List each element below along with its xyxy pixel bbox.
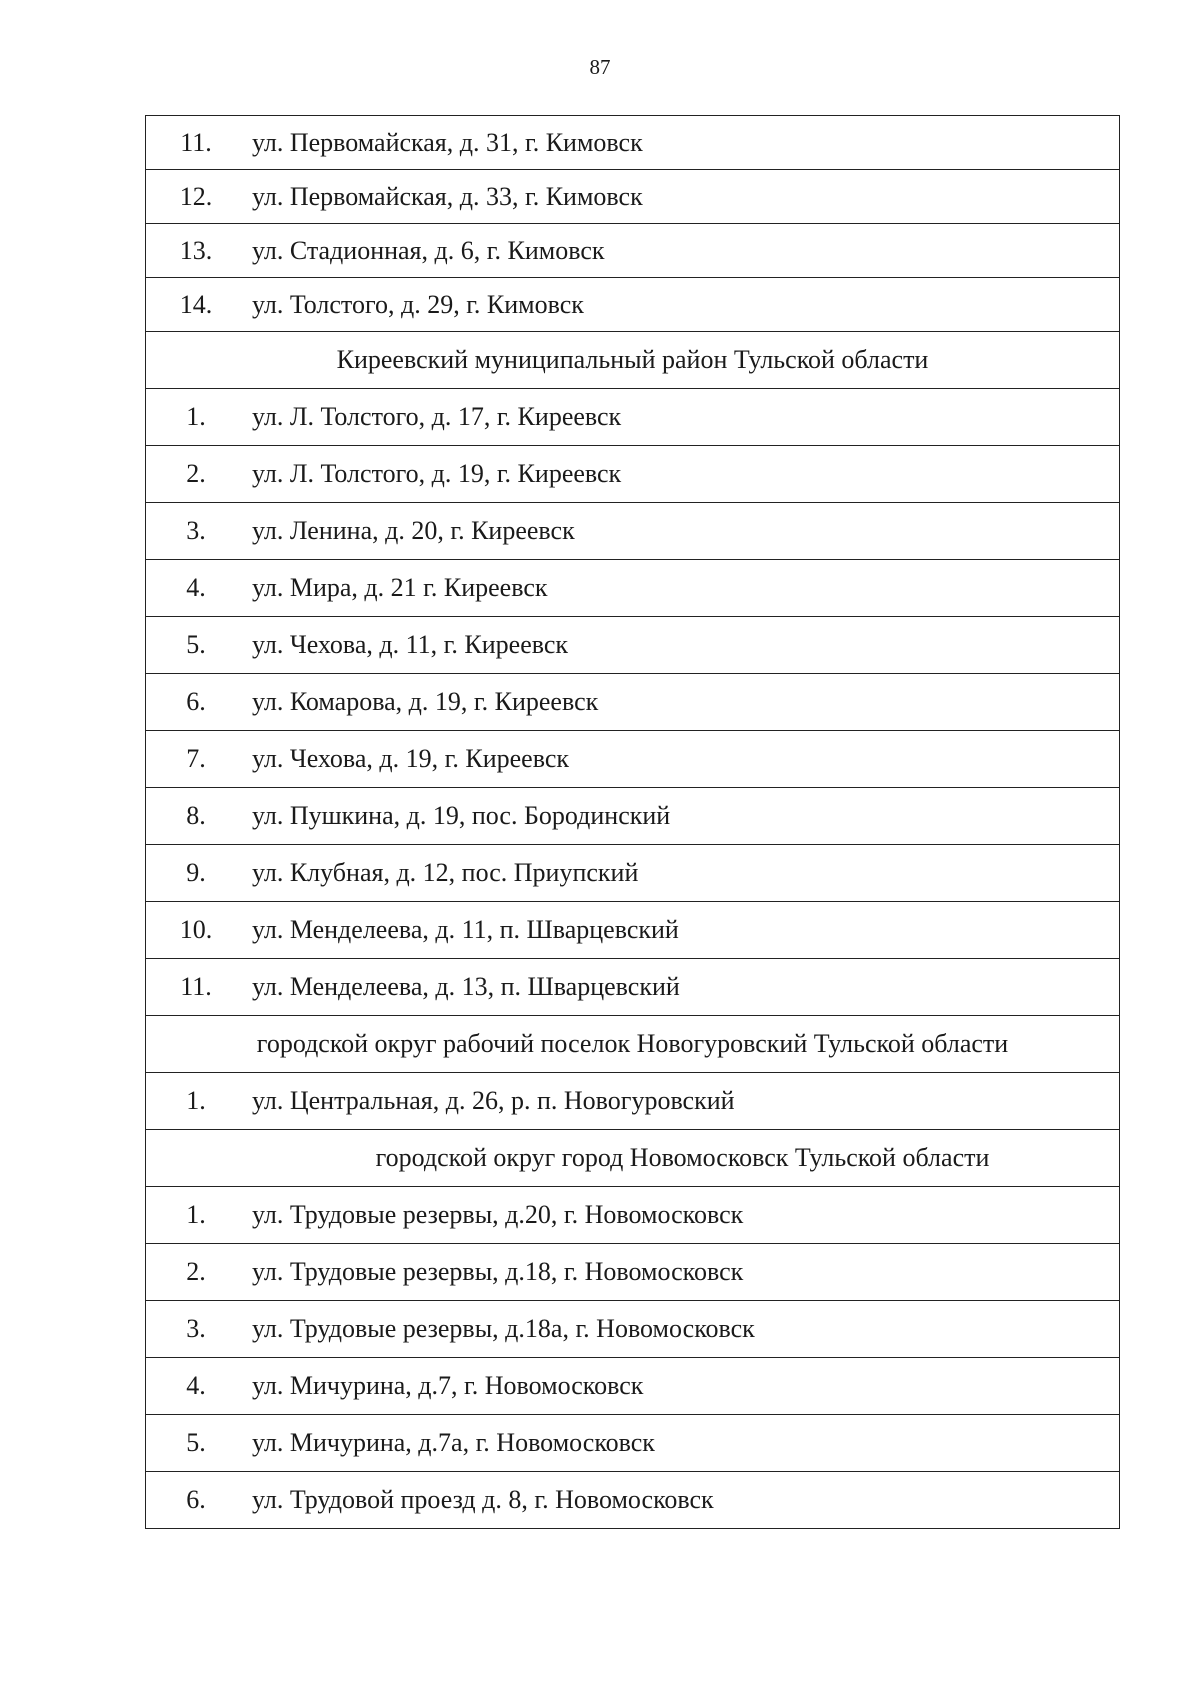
table-row bbox=[146, 224, 1120, 278]
table-row bbox=[146, 788, 1120, 845]
section-title: городской округ рабочий поселок Новогуровский Тульской области bbox=[146, 1016, 1120, 1073]
page-number: 87 bbox=[589, 55, 611, 79]
table-row bbox=[146, 1472, 1120, 1529]
table-row bbox=[146, 674, 1120, 731]
row-address: ул. Толстого, д. 29, г. Кимовск bbox=[246, 278, 1120, 332]
table-row bbox=[146, 389, 1120, 446]
table-row bbox=[146, 1244, 1120, 1301]
table-row bbox=[146, 1073, 1120, 1130]
section-title: городской округ город Новомосковск Тульской области bbox=[375, 1143, 990, 1172]
row-address: ул. Трудовые резервы, д.18а, г. Новомосковск bbox=[246, 1301, 1120, 1358]
row-address: ул. Менделеева, д. 13, п. Шварцевский bbox=[246, 959, 1120, 1016]
row-address: ул. Чехова, д. 11, г. Киреевск bbox=[246, 617, 1120, 674]
table-row bbox=[146, 1301, 1120, 1358]
row-number: 2. bbox=[146, 1244, 247, 1301]
table-row bbox=[146, 902, 1120, 959]
row-number: 11. bbox=[146, 959, 247, 1016]
table-row bbox=[146, 560, 1120, 617]
row-number: 1. bbox=[146, 1073, 247, 1130]
row-address: ул. Центральная, д. 26, р. п. Новогуровский bbox=[246, 1073, 1120, 1130]
row-number: 1. bbox=[146, 389, 247, 446]
table-row bbox=[146, 446, 1120, 503]
row-address: ул. Первомайская, д. 33, г. Кимовск bbox=[246, 170, 1120, 224]
row-number: 14. bbox=[146, 278, 247, 332]
table-row bbox=[146, 116, 1120, 170]
table-row bbox=[146, 959, 1120, 1016]
row-number: 8. bbox=[146, 788, 247, 845]
section-title-cell bbox=[146, 1130, 1120, 1187]
table-row bbox=[146, 1187, 1120, 1244]
row-number: 2. bbox=[146, 446, 247, 503]
row-number: 13. bbox=[146, 224, 247, 278]
row-number: 6. bbox=[146, 1472, 247, 1529]
row-address: ул. Трудовые резервы, д.20, г. Новомосковск bbox=[246, 1187, 1120, 1244]
row-address: ул. Менделеева, д. 11, п. Шварцевский bbox=[246, 902, 1120, 959]
row-address: ул. Пушкина, д. 19, пос. Бородинский bbox=[246, 788, 1120, 845]
row-address: ул. Ленина, д. 20, г. Киреевск bbox=[246, 503, 1120, 560]
row-number: 4. bbox=[146, 1358, 247, 1415]
row-address: ул. Клубная, д. 12, пос. Приупский bbox=[246, 845, 1120, 902]
row-number: 11. bbox=[146, 116, 247, 170]
row-number: 4. bbox=[146, 560, 247, 617]
row-address: ул. Трудовой проезд д. 8, г. Новомосковск bbox=[246, 1472, 1120, 1529]
table-row bbox=[146, 278, 1120, 332]
row-number: 7. bbox=[146, 731, 247, 788]
row-address: ул. Трудовые резервы, д.18, г. Новомосковск bbox=[246, 1244, 1120, 1301]
section-title: Киреевский муниципальный район Тульской области bbox=[146, 332, 1120, 389]
row-number: 5. bbox=[146, 617, 247, 674]
section-row bbox=[146, 1016, 1120, 1073]
row-number: 10. bbox=[146, 902, 247, 959]
row-number: 3. bbox=[146, 503, 247, 560]
table-row bbox=[146, 845, 1120, 902]
row-address: ул. Мира, д. 21 г. Киреевск bbox=[246, 560, 1120, 617]
table-row bbox=[146, 503, 1120, 560]
row-number: 6. bbox=[146, 674, 247, 731]
row-address: ул. Первомайская, д. 31, г. Кимовск bbox=[246, 116, 1120, 170]
row-number: 3. bbox=[146, 1301, 247, 1358]
row-address: ул. Мичурина, д.7а, г. Новомосковск bbox=[246, 1415, 1120, 1472]
address-table bbox=[145, 115, 1120, 1529]
table-row bbox=[146, 731, 1120, 788]
row-number: 5. bbox=[146, 1415, 247, 1472]
table-row bbox=[146, 1415, 1120, 1472]
row-address: ул. Л. Толстого, д. 19, г. Киреевск bbox=[246, 446, 1120, 503]
row-address: ул. Чехова, д. 19, г. Киреевск bbox=[246, 731, 1120, 788]
row-address: ул. Мичурина, д.7, г. Новомосковск bbox=[246, 1358, 1120, 1415]
section-row bbox=[146, 1130, 1120, 1187]
row-address: ул. Стадионная, д. 6, г. Кимовск bbox=[246, 224, 1120, 278]
row-address: ул. Л. Толстого, д. 17, г. Киреевск bbox=[246, 389, 1120, 446]
row-number: 9. bbox=[146, 845, 247, 902]
row-number: 1. bbox=[146, 1187, 247, 1244]
table-row bbox=[146, 617, 1120, 674]
row-address: ул. Комарова, д. 19, г. Киреевск bbox=[246, 674, 1120, 731]
row-number: 12. bbox=[146, 170, 247, 224]
table-row bbox=[146, 1358, 1120, 1415]
section-row bbox=[146, 332, 1120, 389]
table-row bbox=[146, 170, 1120, 224]
